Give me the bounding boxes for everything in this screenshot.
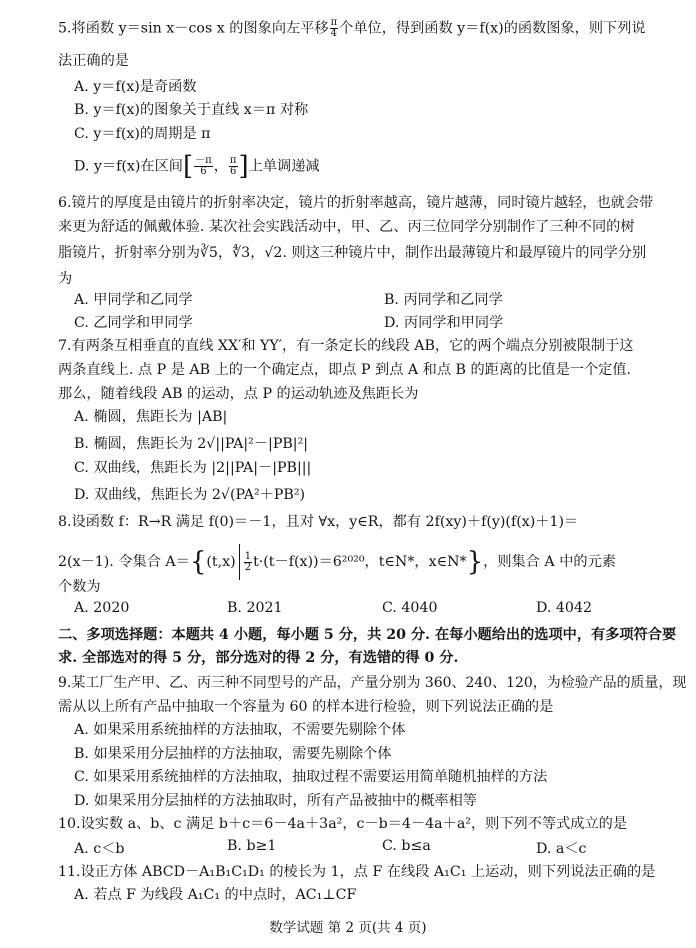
q5-stem-line1 [58,18,646,39]
q6-option-c: C. 乙同学和甲同学 [74,315,193,331]
page-footer: 数学试题 第 2 页(共 4 页) [269,920,427,936]
q10-option-b: B. b≥1 [227,838,277,854]
q8-half-num: 1 [244,550,252,562]
q7-option-b: B. 椭圆，焦距长为 2√||PA|²－|PB|²| [74,436,309,452]
q8-set-vars: (t,x) [206,554,236,570]
q7-option-a: A. 椭圆，焦距长为 |AB| [74,409,228,425]
section2-heading-line2: 求. 全部选对的得 5 分，部分选对的得 2 分，有选错的得 0 分. [58,650,459,666]
q7-option-d: D. 双曲线，焦距长为 2√(PA²＋PB²) [74,487,306,503]
q8-option-d: D. 4042 [536,600,592,616]
q8-set-close-brace: } [466,547,484,577]
q6-line1: 6.镜片的厚度是由镜片的折射率决定，镜片的折射率越高，镜片越薄，同时镜片越轻，也就会带 [58,195,654,211]
q8-set-condition: t·(t－f(x))＝6²⁰²⁰，t∈N*，x∈N* [253,554,467,570]
q10-option-d: D. a＜c [536,841,587,857]
q5-shift-den: 4 [330,28,338,39]
q11-line1: 11.设正方体 ABCD－A₁B₁C₁D₁ 的棱长为 1，点 F 在线段 A₁C₁ 上运动，则下列说法正确的是 [58,864,656,880]
q6-line2: 来更为舒适的佩戴体验. 某次社会实践活动中，甲、乙、丙三位同学分别制作了三种不同的树 [58,219,635,235]
q5-stem-line2: 法正确的是 [58,53,129,69]
q5-interval-right-num: π [229,155,237,166]
q9-option-b: B. 如果采用分层抽样的方法抽取，需要先剔除个体 [74,746,392,762]
q8-half-den: 2 [244,561,252,573]
q5-option-a: A. y＝f(x)是奇函数 [74,79,197,95]
q7-line2: 两条直线上. 点 P 是 AB 上的一个确定点，即点 P 到点 A 和点 B 的距离的比值是一个定值. [58,362,632,378]
q8-option-b: B. 2021 [227,600,283,616]
q6-line4: 为 [58,271,73,287]
q7-line1: 7.有两条互相垂直的直线 XX′和 YY′，有一条定长的线段 AB，它的两个端点分别被限制于这 [58,338,634,354]
q9-option-a: A. 如果采用系统抽样的方法抽取，不需要先剔除个体 [74,722,406,738]
q5-stem-a: 5.将函数 y＝sin x－cos x 的图象向左平移 [58,20,329,37]
q10-line1: 10.设实数 a、b、c 满足 b＋c＝6－4a＋3a²，c－b＝4－4a＋a²，则下列不等式成立的是 [58,816,628,832]
q10-option-c: C. b≤a [382,838,431,854]
q8-half-fraction [244,552,252,573]
q8-option-a: A. 2020 [74,600,130,616]
q5-interval-open-bracket: [ [182,151,194,182]
q8-set-divider [239,544,240,580]
q5-interval-left [194,156,213,177]
q8-line2-a: 2(x－1). 令集合 A＝ [58,554,190,570]
q5-interval-left-num: －π [195,155,212,166]
q8-line2 [58,544,616,580]
q5-interval-right-den: 6 [230,166,237,177]
q5-stem-b: 个单位，得到函数 y＝f(x)的函数图象，则下列说 [339,20,646,37]
q5-interval-sep: ， [213,158,228,175]
q8-line3: 个数为 [58,579,101,595]
q5-interval-close-bracket: ] [238,151,249,182]
q5-shift-fraction [330,18,339,39]
q6-option-b: B. 丙同学和乙同学 [384,292,503,308]
q11-option-a: A. 若点 F 为线段 A₁C₁ 的中点时，AC₁⊥CF [74,887,357,903]
q5-interval-right [229,156,238,177]
q10-option-a: A. c＜b [74,841,125,857]
q8-option-c: C. 4040 [382,600,438,616]
q5-option-d [74,151,320,182]
q8-line2-b: ，则集合 A 中的元素 [483,554,616,570]
q9-option-d: D. 如果采用分层抽样的方法抽取时，所有产品被抽中的概率相等 [74,793,477,809]
q5-option-d-text-b: 上单调递减 [248,158,320,175]
q7-option-c: C. 双曲线，焦距长为 |2||PA|－|PB||| [74,460,312,476]
q6-line3: 脂镜片，折射率分别为∛5，∜3，√2. 则这三种镜片中，制作出最薄镜片和最厚镜片的同学分别 [58,245,647,261]
q5-interval-left-den: 6 [200,166,207,177]
q6-option-d: D. 丙同学和甲同学 [384,315,504,331]
q9-line2: 需从以上所有产品中抽取一个容量为 60 的样本进行检验，则下列说法正确的是 [58,699,554,715]
q5-shift-num: π [330,17,338,28]
q5-option-b: B. y＝f(x)的图象关于直线 x＝π 对称 [74,102,309,118]
q9-option-c: C. 如果采用系统抽样的方法抽取，抽取过程不需要运用简单随机抽样的方法 [74,769,548,785]
q5-option-c: C. y＝f(x)的周期是 π [74,126,211,142]
q8-line1: 8.设函数 f：R→R 满足 f(0)＝－1，且对 ∀x，y∈R，都有 2f(xy)＋f(y)(f(x)＋1)＝ [58,514,579,530]
q9-line1: 9.某工厂生产甲、乙、丙三种不同型号的产品，产量分别为 360、240、120，为检验产品的质量，现 [58,675,687,691]
q5-option-d-text-a: D. y＝f(x)在区间 [74,158,183,175]
q6-option-a: A. 甲同学和乙同学 [74,292,193,308]
q7-line3: 那么，随着线段 AB 的运动，点 P 的运动轨迹及焦距长为 [58,386,419,402]
section2-heading-line1: 二、多项选择题：本题共 4 小题，每小题 5 分，共 20 分. 在每小题给出的选项中，有多项符合要 [58,627,677,643]
q8-set-open-brace: { [189,547,207,577]
